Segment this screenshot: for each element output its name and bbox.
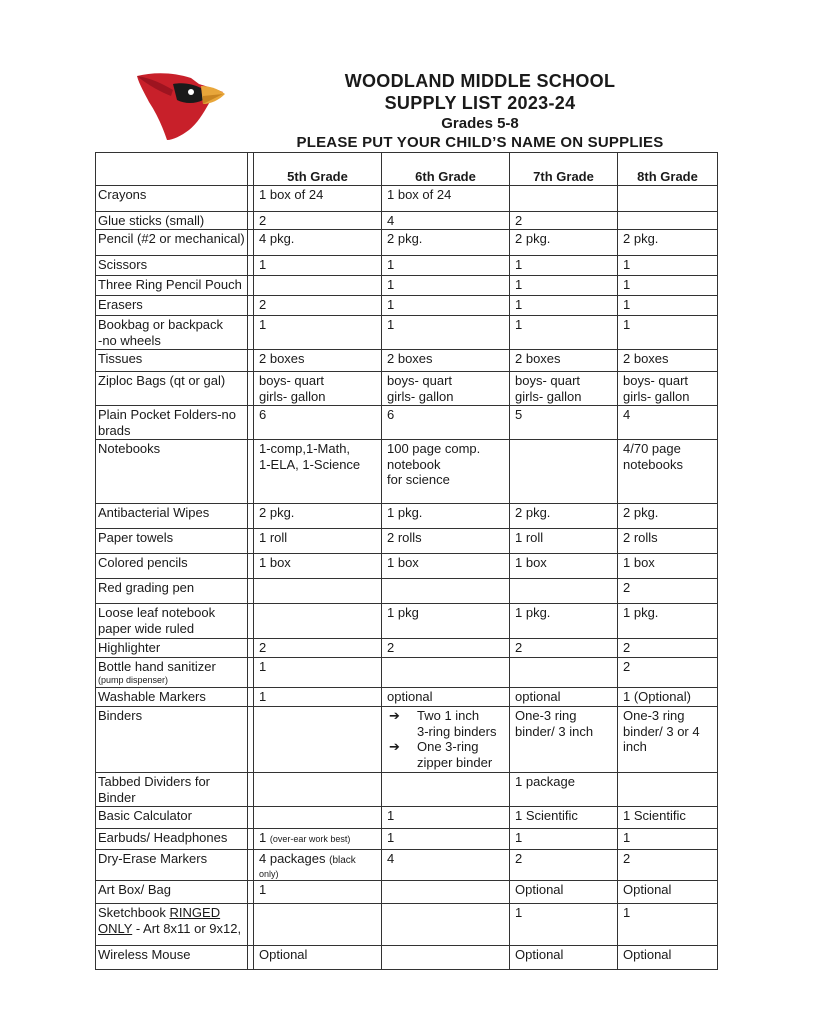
grade7-cell: 2: [510, 212, 618, 230]
grade8-cell: One-3 ring binder/ 3 or 4 inch: [618, 707, 718, 773]
grade8-cell: 4/70 page notebooks: [618, 440, 718, 504]
grade8-cell: [618, 773, 718, 807]
table-row: [96, 256, 718, 276]
school-name: WOODLAND MIDDLE SCHOOL: [344, 71, 616, 91]
grade5-cell: [254, 773, 382, 807]
grade7-cell: 1 Scientific: [510, 807, 618, 829]
grade6-cell: [382, 707, 510, 773]
arrow-right-icon: ➔: [389, 708, 400, 723]
grade5-cell: [254, 807, 382, 829]
grade6-cell: 6: [382, 406, 510, 440]
grade6-cell: 100 page comp. notebook for science: [382, 440, 510, 504]
grade5-cell: 1 (over-ear work best): [254, 829, 382, 850]
item-name: Ziploc Bags (qt or gal): [96, 372, 248, 406]
arrow-right-icon: ➔: [389, 739, 400, 754]
grade7-cell: Optional: [510, 881, 618, 904]
header-cell-8th: 8th Grade: [618, 153, 718, 186]
cardinal-logo-icon: [133, 70, 228, 142]
grade6-cell: 1 pkg: [382, 604, 510, 639]
grade5-cell: 2 boxes: [254, 350, 382, 372]
grade8-cell: 1 Scientific: [618, 807, 718, 829]
grade8-cell: 2: [618, 658, 718, 688]
item-name: Loose leaf notebook paper wide ruled: [96, 604, 248, 639]
grade7-cell: 1 pkg.: [510, 604, 618, 639]
grade6-cell: boys- quart girls- gallon: [382, 372, 510, 406]
table-row: [96, 212, 718, 230]
grade5-cell: [254, 579, 382, 604]
table-row: [96, 440, 718, 504]
table-row: [96, 316, 718, 350]
grade7-cell: 2 pkg.: [510, 504, 618, 529]
item-name: Plain Pocket Folders-no brads: [96, 406, 248, 440]
grade5-cell: 1 roll: [254, 529, 382, 554]
grade5-cell: 2: [254, 639, 382, 658]
item-name: Erasers: [96, 296, 248, 316]
list-item: ➔ Two 1 inch 3-ring binders: [389, 708, 497, 739]
grade6-cell: 2: [382, 639, 510, 658]
grade5-cell: 1 box of 24: [254, 186, 382, 212]
item-name: Basic Calculator: [96, 807, 248, 829]
grade8-cell: 1 box: [618, 554, 718, 579]
grade5-cell: 1: [254, 316, 382, 350]
grade7-cell: [510, 440, 618, 504]
item-name: Bottle hand sanitizer (pump dispenser): [96, 658, 248, 688]
grade7-cell: 1 roll: [510, 529, 618, 554]
item-name: Notebooks: [96, 440, 248, 504]
grade5-cell: 1: [254, 658, 382, 688]
grade8-cell: 1: [618, 829, 718, 850]
grade6-cell: 1: [382, 296, 510, 316]
grade5-cell: [254, 707, 382, 773]
grade8-cell: 2 rolls: [618, 529, 718, 554]
grade6-cell: [382, 904, 510, 946]
table-header-row: [96, 153, 718, 186]
grade7-cell: 2: [510, 850, 618, 881]
item-name: Tabbed Dividers for Binder: [96, 773, 248, 807]
table-row: [96, 579, 718, 604]
item-name: Wireless Mouse: [96, 946, 248, 970]
grade6-cell: 1 pkg.: [382, 504, 510, 529]
grade7-cell: 1 package: [510, 773, 618, 807]
header-cell-7th: 7th Grade: [510, 153, 618, 186]
table-row: [96, 688, 718, 707]
grade7-cell: 2 boxes: [510, 350, 618, 372]
item-name: Scissors: [96, 256, 248, 276]
grade7-cell: 2 pkg.: [510, 230, 618, 256]
grade5-cell: 1-comp,1-Math, 1-ELA, 1-Science: [254, 440, 382, 504]
grade7-cell: 1: [510, 316, 618, 350]
item-name: Binders: [96, 707, 248, 773]
grade8-cell: 1: [618, 276, 718, 296]
grade8-cell: boys- quart girls- gallon: [618, 372, 718, 406]
grade6-cell: 1: [382, 256, 510, 276]
grade7-cell: optional: [510, 688, 618, 707]
item-name: Washable Markers: [96, 688, 248, 707]
grade7-cell: 1: [510, 829, 618, 850]
grade6-cell: [382, 579, 510, 604]
table-row: [96, 372, 718, 406]
grade7-cell: boys- quart girls- gallon: [510, 372, 618, 406]
grade8-cell: 2 boxes: [618, 350, 718, 372]
item-name: Glue sticks (small): [96, 212, 248, 230]
item-name: Earbuds/ Headphones: [96, 829, 248, 850]
supply-table: [95, 152, 718, 970]
grade5-cell: [254, 604, 382, 639]
grade7-cell: [510, 658, 618, 688]
grade8-cell: 1: [618, 256, 718, 276]
table-row: [96, 850, 718, 881]
name-instruction: PLEASE PUT YOUR CHILD’S NAME ON SUPPLIES: [296, 134, 664, 151]
header-cell-6th: 6th Grade: [382, 153, 510, 186]
grade6-cell: [382, 881, 510, 904]
table-row: [96, 881, 718, 904]
list-item: ➔ One 3-ring zipper binder: [389, 739, 493, 770]
grade7-cell: [510, 186, 618, 212]
document-header: [250, 70, 710, 152]
table-row: [96, 904, 718, 946]
grade6-cell: 2 boxes: [382, 350, 510, 372]
grade8-cell: 1: [618, 904, 718, 946]
grade8-cell: 2: [618, 639, 718, 658]
grade8-cell: 4: [618, 406, 718, 440]
item-name: Antibacterial Wipes: [96, 504, 248, 529]
table-row: [96, 773, 718, 807]
grade8-cell: 1: [618, 296, 718, 316]
grade6-cell: 1 box of 24: [382, 186, 510, 212]
table-row: [96, 829, 718, 850]
grade5-cell: 1: [254, 688, 382, 707]
table-row: [96, 276, 718, 296]
grade7-cell: 2: [510, 639, 618, 658]
table-row: [96, 504, 718, 529]
table-row: [96, 604, 718, 639]
grade5-cell: 4 packages (black only): [254, 850, 382, 881]
item-name: Tissues: [96, 350, 248, 372]
item-name: Sketchbook RINGED ONLY - Art 8x11 or 9x12,: [96, 904, 248, 946]
grade6-cell: [382, 658, 510, 688]
grade5-cell: 2 pkg.: [254, 504, 382, 529]
grade7-cell: 1 box: [510, 554, 618, 579]
grade6-cell: 2 rolls: [382, 529, 510, 554]
grade5-cell: boys- quart girls- gallon: [254, 372, 382, 406]
grade8-cell: 1: [618, 316, 718, 350]
grade5-cell: 2: [254, 212, 382, 230]
grade6-cell: 1: [382, 829, 510, 850]
grade5-cell: 2: [254, 296, 382, 316]
grade5-cell: 1 box: [254, 554, 382, 579]
item-name: Dry-Erase Markers: [96, 850, 248, 881]
grade5-cell: 6: [254, 406, 382, 440]
item-name: Crayons: [96, 186, 248, 212]
grade8-cell: 2 pkg.: [618, 504, 718, 529]
grade6-cell: 2 pkg.: [382, 230, 510, 256]
grades-subtitle: Grades 5-8: [441, 115, 519, 132]
item-name: Highlighter: [96, 639, 248, 658]
grade8-cell: 2: [618, 579, 718, 604]
table-row: [96, 529, 718, 554]
grade6-cell: 1: [382, 316, 510, 350]
grade7-cell: 5: [510, 406, 618, 440]
grade6-cell: [382, 773, 510, 807]
item-name: Colored pencils: [96, 554, 248, 579]
grade8-cell: 1 pkg.: [618, 604, 718, 639]
grade5-cell: 4 pkg.: [254, 230, 382, 256]
grade7-cell: 1: [510, 296, 618, 316]
item-name: Art Box/ Bag: [96, 881, 248, 904]
grade5-cell: [254, 904, 382, 946]
grade5-cell: [254, 276, 382, 296]
grade8-cell: Optional: [618, 946, 718, 970]
grade5-cell: 1: [254, 881, 382, 904]
grade8-cell: Optional: [618, 881, 718, 904]
grade7-cell: 1: [510, 904, 618, 946]
grade7-cell: Optional: [510, 946, 618, 970]
grade8-cell: 2 pkg.: [618, 230, 718, 256]
grade8-cell: [618, 186, 718, 212]
table-row: [96, 350, 718, 372]
grade6-cell: [382, 946, 510, 970]
grade6-cell: 1: [382, 807, 510, 829]
table-row: [96, 658, 718, 688]
list-title: SUPPLY LIST 2023-24: [384, 93, 576, 113]
table-row: [96, 554, 718, 579]
grade5-cell: Optional: [254, 946, 382, 970]
grade7-cell: One-3 ring binder/ 3 inch: [510, 707, 618, 773]
grade8-cell: [618, 212, 718, 230]
header-cell-item: [96, 153, 248, 186]
item-name: Pencil (#2 or mechanical): [96, 230, 248, 256]
grade7-cell: [510, 579, 618, 604]
table-row: [96, 807, 718, 829]
grade6-cell: 1: [382, 276, 510, 296]
table-row: [96, 296, 718, 316]
grade8-cell: 1 (Optional): [618, 688, 718, 707]
grade6-cell: 1 box: [382, 554, 510, 579]
table-row: [96, 707, 718, 773]
grade6-cell: 4: [382, 212, 510, 230]
grade6-cell: 4: [382, 850, 510, 881]
item-name: Three Ring Pencil Pouch: [96, 276, 248, 296]
item-name: Red grading pen: [96, 579, 248, 604]
grade7-cell: 1: [510, 256, 618, 276]
table-row: [96, 230, 718, 256]
item-name: Paper towels: [96, 529, 248, 554]
grade7-cell: 1: [510, 276, 618, 296]
grade5-cell: 1: [254, 256, 382, 276]
grade8-cell: 2: [618, 850, 718, 881]
item-name: Bookbag or backpack -no wheels: [96, 316, 248, 350]
table-row: [96, 639, 718, 658]
table-row: [96, 406, 718, 440]
grade6-cell: optional: [382, 688, 510, 707]
table-row: [96, 946, 718, 970]
header-cell-5th: 5th Grade: [254, 153, 382, 186]
table-row: [96, 186, 718, 212]
